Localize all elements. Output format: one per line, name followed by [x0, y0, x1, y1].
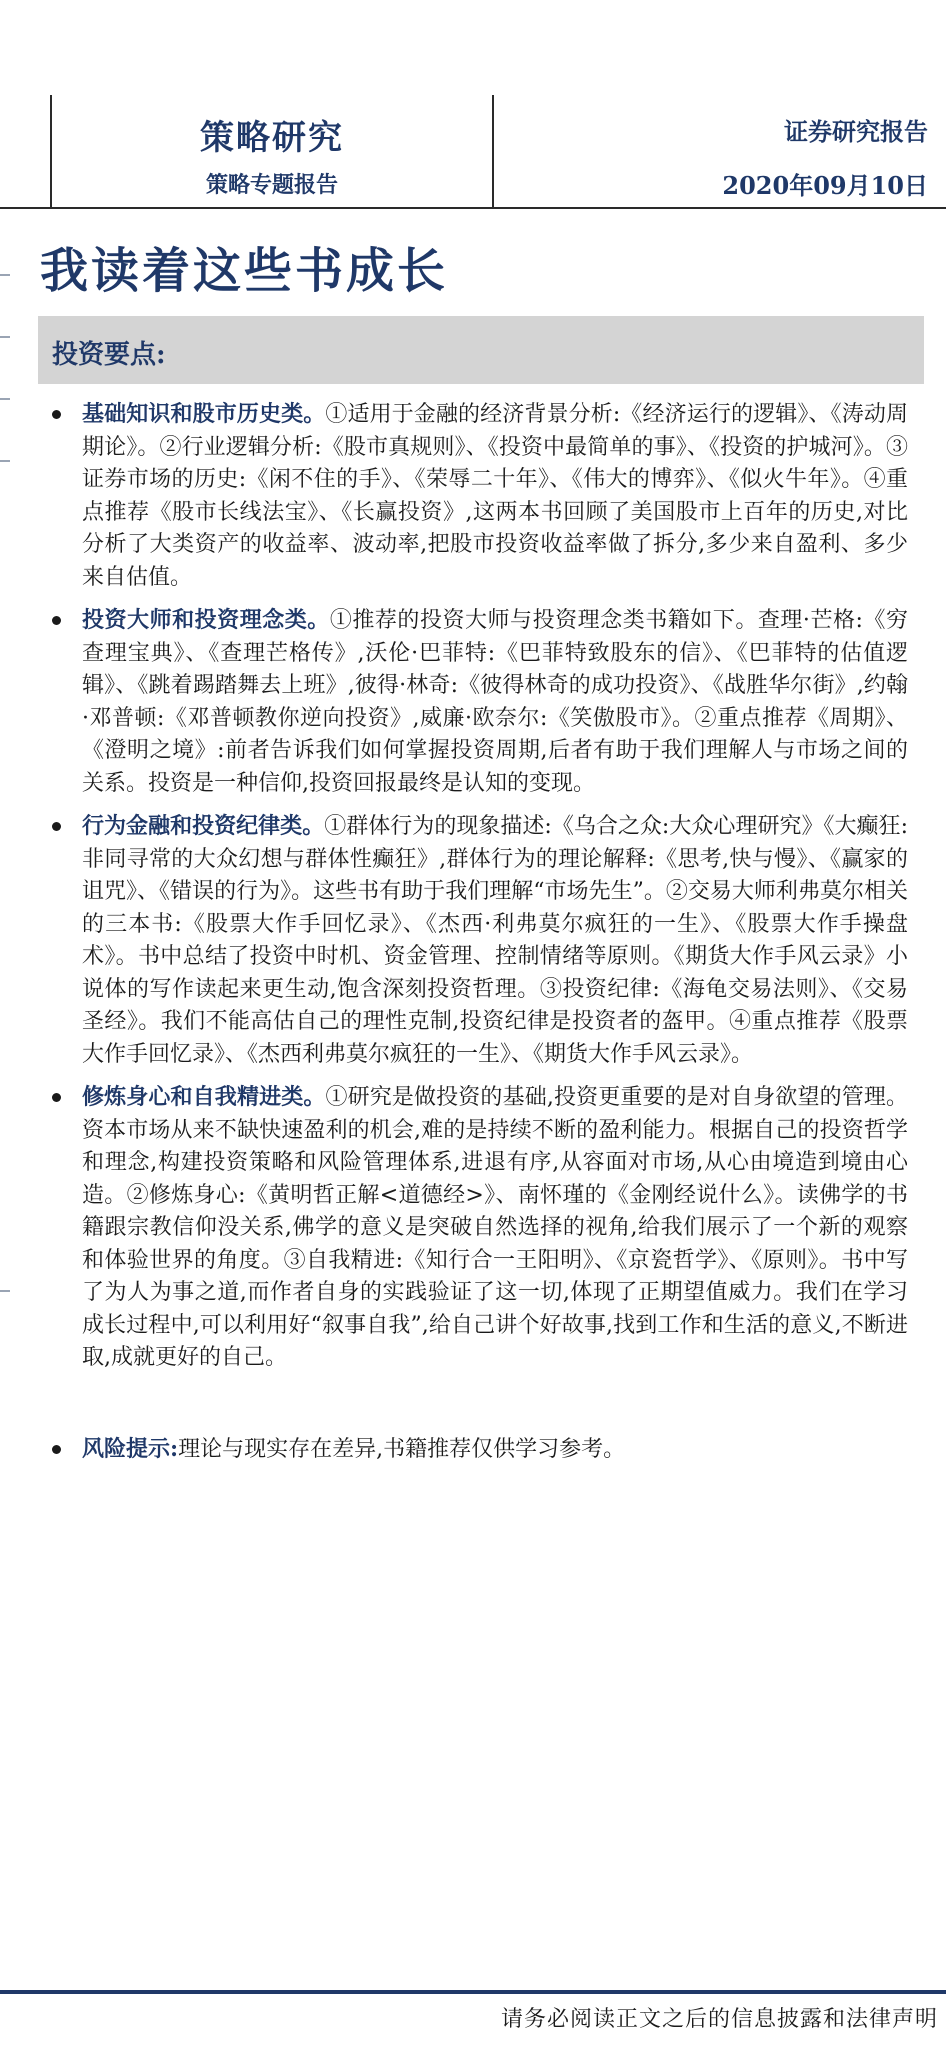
bullet-lead: 修炼身心和自我精进类。: [82, 1084, 326, 1110]
bullet-dot-icon: [52, 1093, 61, 1102]
bullet-text: ①研究是做投资的基础,投资更重要的是对自身欲望的管理。资本市场从来不缺快速盈利的机会,难的是持续不断的盈利能力。根据自己的投资哲学和理念,构建投资策略和风险管理体系,进退有序,从容面对市场,从心由境造到境由心造。②修炼身心:《黄明哲正解<道德经>》、南怀瑾的《金刚经说什么》。读佛学的书籍跟宗教信仰没关系,佛学的意义是突破自然选择的视角,给我们展示了一个新的观察和体验世界的角度。③自我精进:《知行合一王阳明》、《京瓷哲学》、《原则》。书中写了为人为事之道,而作者自身的实践验证了这一切,体现了正期望值威力。我们在学习成长过程中,可以利用好“叙事自我”,给自己讲个好故事,找到工作和生活的意义,不断进取,成就更好的自己。: [82, 1085, 908, 1370]
footer-rule: [0, 1990, 946, 1994]
bullet-lead: 基础知识和股市历史类。: [82, 401, 326, 427]
bullet-lead: 风险提示:: [82, 1435, 179, 1462]
bullet-dot-icon: [52, 616, 61, 625]
bullet-dot-icon: [52, 1445, 61, 1454]
bullet-dot-icon: [52, 410, 61, 419]
key-points-list: [48, 398, 908, 1466]
margin-tick: [0, 336, 10, 338]
margin-tick: [0, 398, 10, 400]
report-header: [0, 0, 946, 212]
bullet-basics-history: [48, 398, 908, 594]
bullet-behavioral-discipline: [48, 810, 908, 1071]
bullet-dot-icon: [52, 822, 61, 831]
bullet-lead: 投资大师和投资理念类。: [82, 607, 330, 633]
main-title: 我读着这些书成长: [40, 243, 449, 299]
bullet-lead: 行为金融和投资纪律类。: [82, 813, 325, 839]
report-date: 2020年09月10日: [722, 171, 928, 200]
margin-tick: [0, 274, 10, 276]
bullet-text: ①群体行为的现象描述:《乌合之众:大众心理研究》《大癫狂:非同寻常的大众幻想与群体性癫狂》,群体行为的理论解释:《思考,快与慢》、《赢家的诅咒》、《错误的行为》。这些书有助于我们理解“市场先生”。②交易大师利弗莫尔相关的三本书:《股票大作手回忆录》、《杰西·利弗莫尔疯狂的一生》、《股票大作手操盘术》。书中总结了投资中时机、资金管理、控制情绪等原则。《期货大作手风云录》小说体的写作读起来更生动,饱含深刻投资哲理。③投资纪律:《海龟交易法则》、《交易圣经》。我们不能高估自己的理性克制,投资纪律是投资者的盔甲。④重点推荐《股票大作手回忆录》、《杰西利弗莫尔疯狂的一生》、《期货大作手风云录》。: [82, 814, 908, 1067]
header-bottom-rule: [0, 207, 946, 209]
bullet-masters-philosophy: [48, 604, 908, 800]
margin-tick: [0, 1290, 10, 1292]
bullet-text: 理论与现实存在差异,书籍推荐仅供学习参考。: [178, 1436, 626, 1462]
footer-disclaimer: 请务必阅读正文之后的信息披露和法律声明: [500, 2007, 938, 2032]
report-type: 证券研究报告: [784, 117, 928, 146]
key-points-box: [38, 316, 924, 384]
key-points-label: 投资要点:: [52, 340, 166, 370]
header-middle-divider: [492, 95, 494, 208]
bullet-self-cultivation: [48, 1081, 908, 1375]
bullet-text: ①适用于金融的经济背景分析:《经济运行的逻辑》、《涛动周期论》。②行业逻辑分析:《股市真规则》、《投资中最简单的事》、《投资的护城河》。③证券市场的历史:《闲不住的手》、《荣辱二十年》、《伟大的博弈》、《似火牛年》。④重点推荐《股市长线法宝》、《长赢投资》,这两本书回顾了美国股市上百年的历史,对比分析了大类资产的收益率、波动率,把股市投资收益率做了拆分,多少来自盈利、多少来自估值。: [82, 402, 908, 590]
bullet-text: ①推荐的投资大师与投资理念类书籍如下。查理·芒格:《穷查理宝典》、《查理芒格传》,沃伦·巴菲特:《巴菲特致股东的信》、《巴菲特的估值逻辑》、《跳着踢踏舞去上班》,彼得·林奇:《彼得林奇的成功投资》、《战胜华尔街》,约翰·邓普顿:《邓普顿教你逆向投资》,威廉·欧奈尔:《笑傲股市》。②重点推荐《周期》、《澄明之境》:前者告诉我们如何掌握投资周期,后者有助于我们理解人与市场之间的关系。投资是一种信仰,投资回报最终是认知的变现。: [82, 608, 908, 796]
margin-tick: [0, 460, 10, 462]
header-title: 策略研究: [200, 118, 344, 158]
bullet-risk-warning: [48, 1433, 908, 1467]
header-subtitle: 策略专题报告: [205, 172, 338, 198]
